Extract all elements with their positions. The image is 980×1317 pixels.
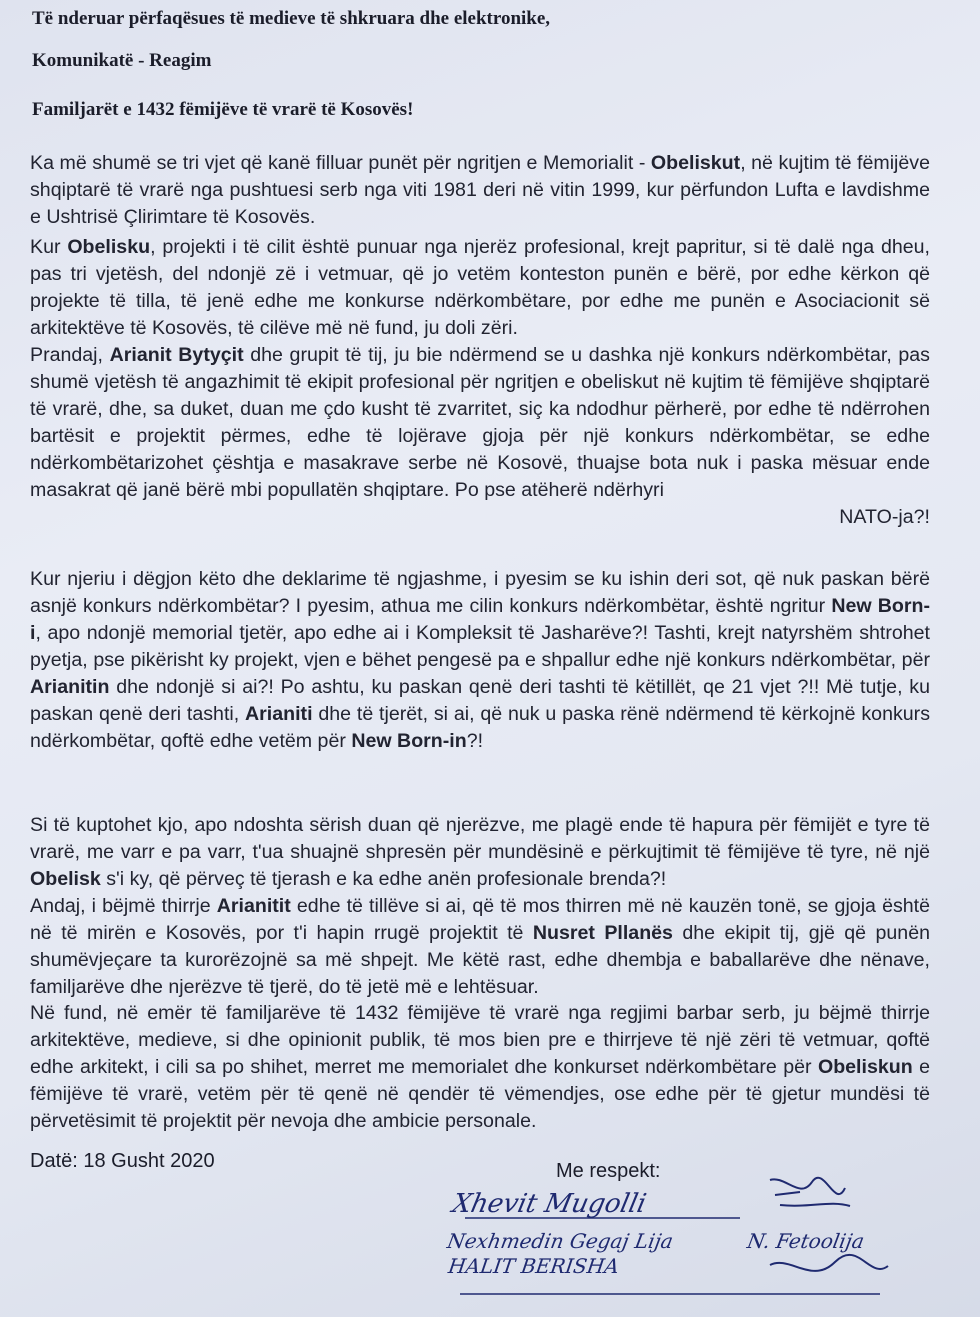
signature-3: HALIT BERISHA <box>446 1254 621 1278</box>
signature-2: Nexhmedin Gegaj Lija <box>445 1229 676 1253</box>
p2-text-c: , projekti i të cilit është punuar nga njerëz profesional, krejt papritur, si të dalë nga dheu, pas tri vjetësh, del ndonjë zë i vetmuar, që jo vetëm konteston punën e bërë, por edhe kërkon që projekte të tilla, të jenë edhe me konkurse ndërkombëtare, por edhe me punën e Asociacionit së arkitektëve të Kosovës, të cilëve më në fund, ju doli zëri. <box>30 236 931 339</box>
p6-bold-nusret: Nusret Pllanës <box>532 922 673 944</box>
p5-text-a: Si të kuptohet kjo, apo ndoshta sërish duan që njerëzve, me plagë ende të hapura për fëmijët e tyre të vrarë, me varr e pa varr, t'ua shuajnë shpresën për mundësinë e përkujtimit të fëmijëve të tyre, në një <box>30 814 930 863</box>
letter-title: Familjarët e 1432 fëmijëve të vrarë të Kosovës! <box>32 99 414 120</box>
p3-nato: NATO-ja?! <box>839 506 930 528</box>
paragraph-3 <box>30 342 930 531</box>
paragraph-5 <box>30 812 930 893</box>
p4-bold-arianiti: Arianiti <box>245 703 313 725</box>
p1-text-c: , në kujtim të fëmijëve shqiptarë të vrarë nga pushtuesi serb nga viti 1981 deri në vitin 1999, kur përfundon Lufta e lavdishme e Ushtrisë Çlirimtare të Kosovës. <box>30 152 930 228</box>
p7-text-a: Në fund, në emër të familjarëve të 1432 fëmijëve të vrarë nga regjimi barbar serb, ju bëjmë thirrje arkitektëve, medieve, si dhe opinionit publik, të mos bien pre e thirrjeve të një zëri të vetmuar, qoftë edhe arkitekt, i cili sa po shihet, merret me memorialet dhe konkurset ndërkombëtare për <box>30 1002 930 1078</box>
p4-bold-newborn-in: New Born-in <box>351 730 467 752</box>
p2-text-a: Kur <box>30 236 68 258</box>
p7-text-c: e fëmijëve të vrarë, vetëm për të qenë në qendër të vëmendjes, ose edhe për të gjetur mundësi të përvetësimit të projektit për nevoja dhe ambicie personale. <box>30 1056 931 1132</box>
p6-text-a: Andaj, i bëjmë thirrje <box>30 895 217 917</box>
p1-bold-obelisk: Obeliskut <box>650 152 741 174</box>
p4-text-g: dhe të tjerët, si ai, që nuk u paska rënë ndërmend të kërkojnë konkurs ndërkombëtar, qoftë edhe vetëm për <box>30 703 930 752</box>
paragraph-4 <box>30 566 930 755</box>
paragraph-1 <box>30 150 930 231</box>
salutation-line: Të nderuar përfaqësues të medieve të shkruara dhe elektronike, <box>32 8 551 29</box>
p4-bold-arianitin: Arianitin <box>30 676 110 698</box>
p3-text-c: dhe grupit të tij, ju bie ndërmend se u dashka një konkurs ndërkombëtar, pas shumë vjetësh të angazhimit të ekipit profesional për ngritjen e obeliskut në kujtim të fëmijëve shqiptarë të vrarë, dhe, sa duket, duan me çdo kusht të zvarritet, siç ka ndodhur përherë, por edhe të ndërrohen bartësit e projektit përmes, edhe të lojërave gjoja për një konkurs ndërkombëtar, se edhe ndërkombëtarizohet çështja e masakrave serbe në Kosovë, thuajse bota nuk i paska mësuar ende masakrat që janë bërë mbi popullatën shqiptare. Po pse atëherë ndërhyri <box>30 344 930 501</box>
paragraph-2 <box>30 234 930 342</box>
p6-text-e: dhe ekipit tij, gjë që punën shumëvjeçare ta kurorëzojnë sa më shpejt. Me këtë rast, edhe dhembja e baballarëve dhe nënave, familjarëve dhe njerëzve të tjerë, do të jetë më e lehtësuar. <box>30 922 930 998</box>
p2-bold-obelisk: Obelisku <box>67 236 151 258</box>
p7-bold-obeliskun: Obeliskun <box>817 1056 913 1078</box>
paragraph-6 <box>30 893 930 1001</box>
paragraph-7 <box>30 1000 930 1135</box>
p3-text-a: Prandaj, <box>30 344 110 366</box>
p6-text-c: edhe të tillëve si ai, që të mos thirren më në kauzën tonë, se gjoja është në të mirën e Kosovës, por t'i hapin rrugë projektit të <box>30 895 930 944</box>
p4-bold-newborn: New Born-i <box>30 595 931 644</box>
p4-text-c: , apo ndonjë memorial tjetër, apo edhe ai i Kompleksit të Jasharëve?! Tashti, krejt natyrshëm shtrohet pyetja, pse pikërisht ky projekt, vjen e bëhet pengesë pa e shpallur edhe një konkurs ndërkombëtar, për <box>30 622 930 671</box>
signature-4: N. Fetoolija <box>745 1229 867 1253</box>
p5-bold-obelisk: Obelisk <box>30 868 101 890</box>
letter-date: Datë: 18 Gusht 2020 <box>30 1150 215 1172</box>
signature-1: Xhevit Mugolli <box>449 1189 649 1219</box>
p1-text-a: Ka më shumë se tri vjet që kanë filluar punët për ngritjen e Memorialit - <box>30 152 651 174</box>
p5-text-c: s'i ky, që përveç të tjerash e ka edhe anën profesionale brenda?! <box>100 868 667 890</box>
p3-bold-name: Arianit Bytyçit <box>109 344 244 366</box>
closing-respect: Me respekt: <box>556 1160 661 1182</box>
signatures-block <box>440 1170 920 1310</box>
p4-text-e: dhe ndonjë si ai?! Po ashtu, ku paskan qenë deri tashti të këtillët, qe 21 vjet ?!! Më tutje, ku paskan qenë deri tashti, <box>30 676 930 725</box>
p4-text-i: ?! <box>466 730 484 752</box>
p6-bold-arianitit: Arianitit <box>216 895 291 917</box>
p4-text-a: Kur njeriu i dëgjon këto dhe deklarime të ngjashme, i pyesim se ku ishin deri sot, që nuk paskan bërë asnjë konkurs ndërkombëtar? I pyesim, athua me cilin konkurs ndërkombëtar, është ngritur <box>30 568 930 617</box>
document-type: Komunikatë - Reagim <box>32 50 212 71</box>
